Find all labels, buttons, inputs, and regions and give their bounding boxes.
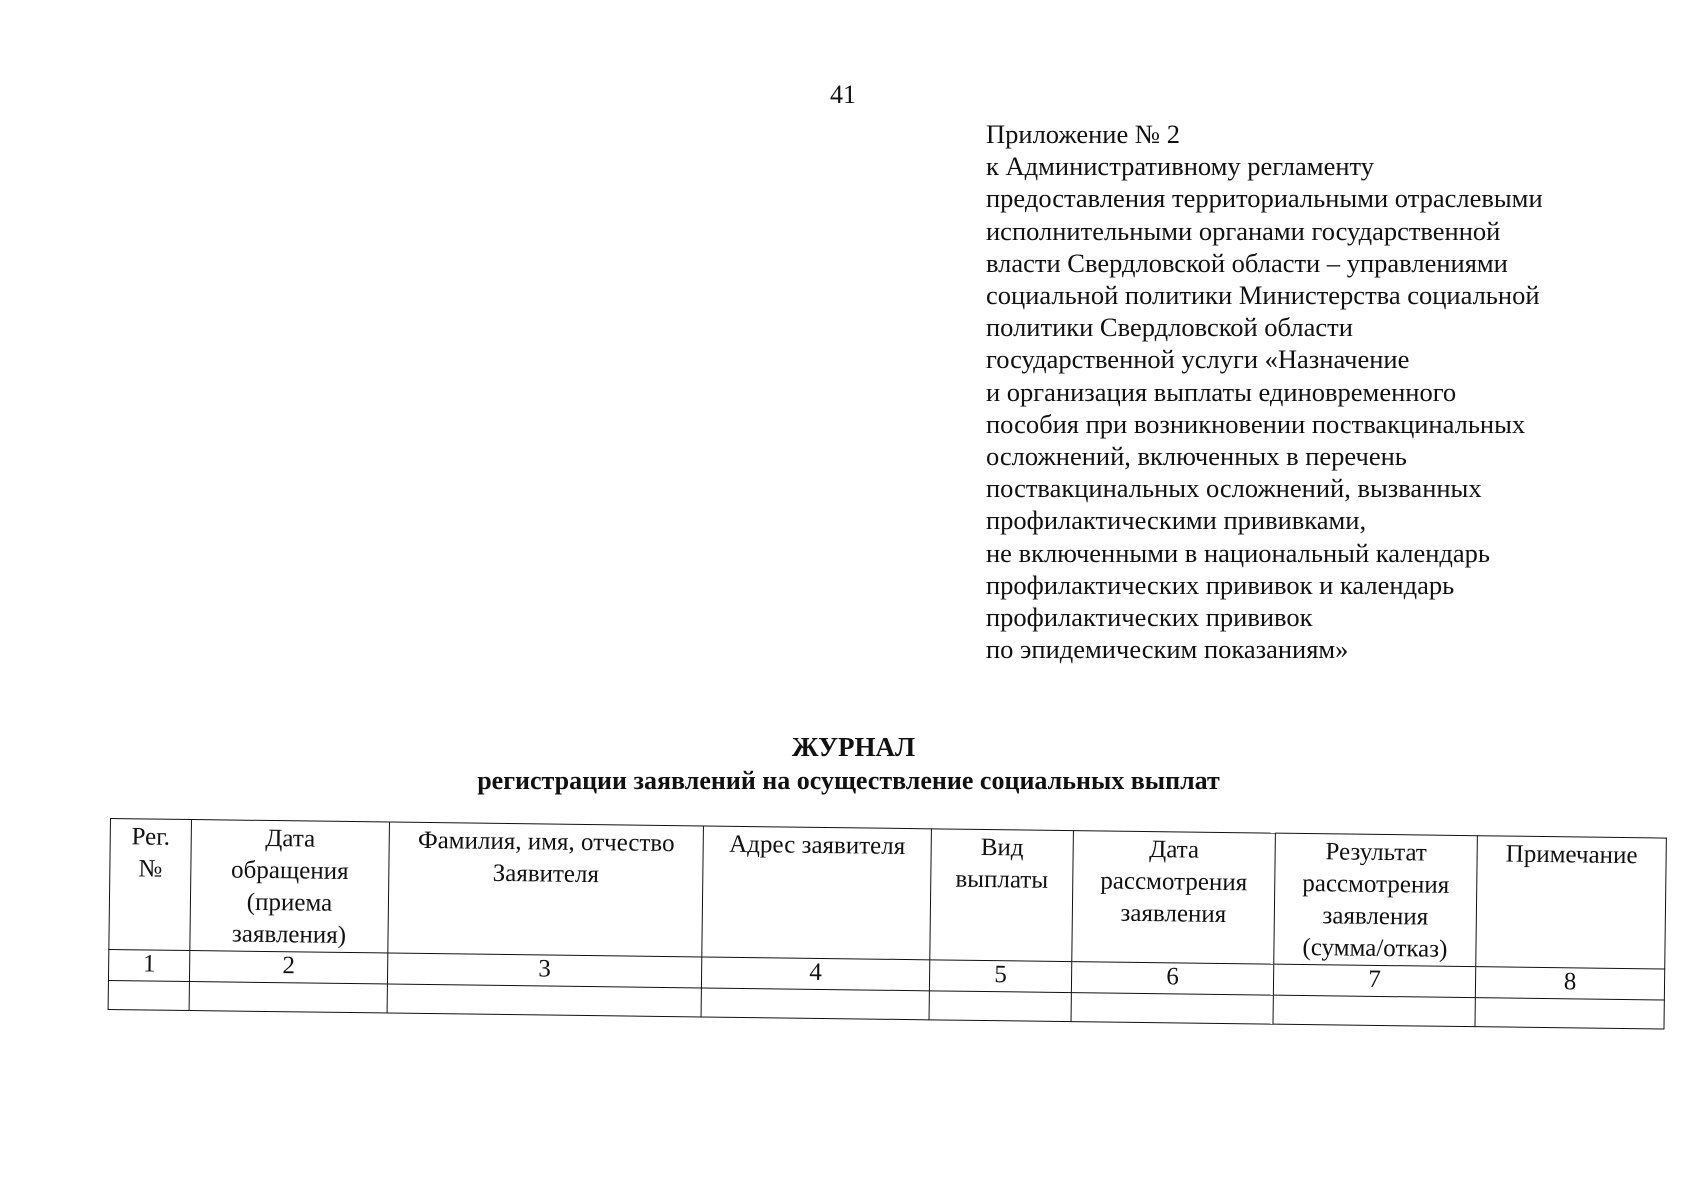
journal-subtitle: регистрации заявлений на осуществление социальных выплат [477,766,1220,795]
appendix-line: профилактическими прививками, [986,505,1367,536]
header-text: заявления [1322,902,1429,931]
header-text: (сумма/отказ) [1302,933,1448,963]
header-text: Вид [980,833,1024,862]
column-header-review-date [1072,831,1276,965]
header-text: (приема [246,888,333,917]
header-text: Примечание [1505,840,1638,870]
appendix-line: не включенными в национальный календарь [986,537,1490,568]
table-cell [1273,995,1475,1027]
appendix-line: государственной услуги «Назначение [986,344,1410,375]
appendix-line: пособия при возникновении поствакцинальных [986,408,1526,439]
table-cell [387,984,701,1017]
appendix-line: предоставления территориальными отраслевыми [986,183,1543,214]
column-header-applicant-name [388,822,704,957]
appendix-block [986,118,1626,665]
appendix-line: социальной политики Министерства социальной [986,280,1540,311]
column-number: 3 [387,953,701,988]
appendix-line: осложнений, включенных в перечень [986,441,1407,472]
appendix-line: политики Свердловской области [986,312,1353,343]
column-number: 6 [1071,962,1273,996]
header-text: Рег. [131,823,171,851]
header-text: Заявителя [492,859,600,889]
column-number: 7 [1273,964,1475,998]
journal-title-block [0,730,1697,798]
appendix-line: власти Свердловской области – управлениями [986,247,1508,278]
appendix-line: Приложение № 2 [986,119,1181,149]
page-number: 41 [830,80,856,109]
header-text: заявления) [231,920,347,949]
header-text: Результат [1325,838,1427,867]
column-header-note [1476,836,1667,969]
table-cell [1475,998,1664,1029]
appendix-line: по эпидемическим показаниям» [986,634,1349,665]
header-text: заявления [1120,899,1227,929]
column-header-application-date [190,820,390,953]
appendix-line: профилактических прививок [986,602,1313,633]
table-cell [701,988,929,1020]
header-text: рассмотрения [1302,869,1450,899]
column-number: 1 [108,949,189,981]
table-cell [108,980,189,1010]
header-text: Дата [1149,836,1200,864]
table-cell [929,991,1071,1022]
header-text: № [138,855,163,883]
column-number: 5 [929,960,1071,993]
appendix-line: профилактических прививок и календарь [986,569,1455,600]
column-number: 8 [1475,967,1664,1000]
header-text: выплаты [955,865,1049,894]
column-header-review-result [1274,833,1478,967]
column-header-payment-type [930,829,1074,962]
header-text: Фамилия, имя, отчество [417,826,675,858]
header-text: обращения [230,856,349,886]
appendix-line: поствакцинальных осложнений, вызванных [986,473,1482,504]
journal-table [108,818,1667,1030]
header-text: Дата [265,824,316,853]
header-text: рассмотрения [1100,867,1248,897]
table-cell [189,982,387,1013]
header-row [109,819,1667,970]
column-header-reg-number [109,819,192,951]
column-header-applicant-address [702,826,932,960]
appendix-line: исполнительными органами государственной [986,215,1501,246]
appendix-line: к Административному регламенту [986,151,1374,182]
journal-title: ЖУРНАЛ [791,732,916,762]
appendix-line: и организация выплаты единовременного [986,376,1457,407]
header-text: Адрес заявителя [729,830,906,860]
table-cell [1071,993,1273,1025]
column-number: 2 [189,951,387,984]
column-number: 4 [701,957,929,991]
